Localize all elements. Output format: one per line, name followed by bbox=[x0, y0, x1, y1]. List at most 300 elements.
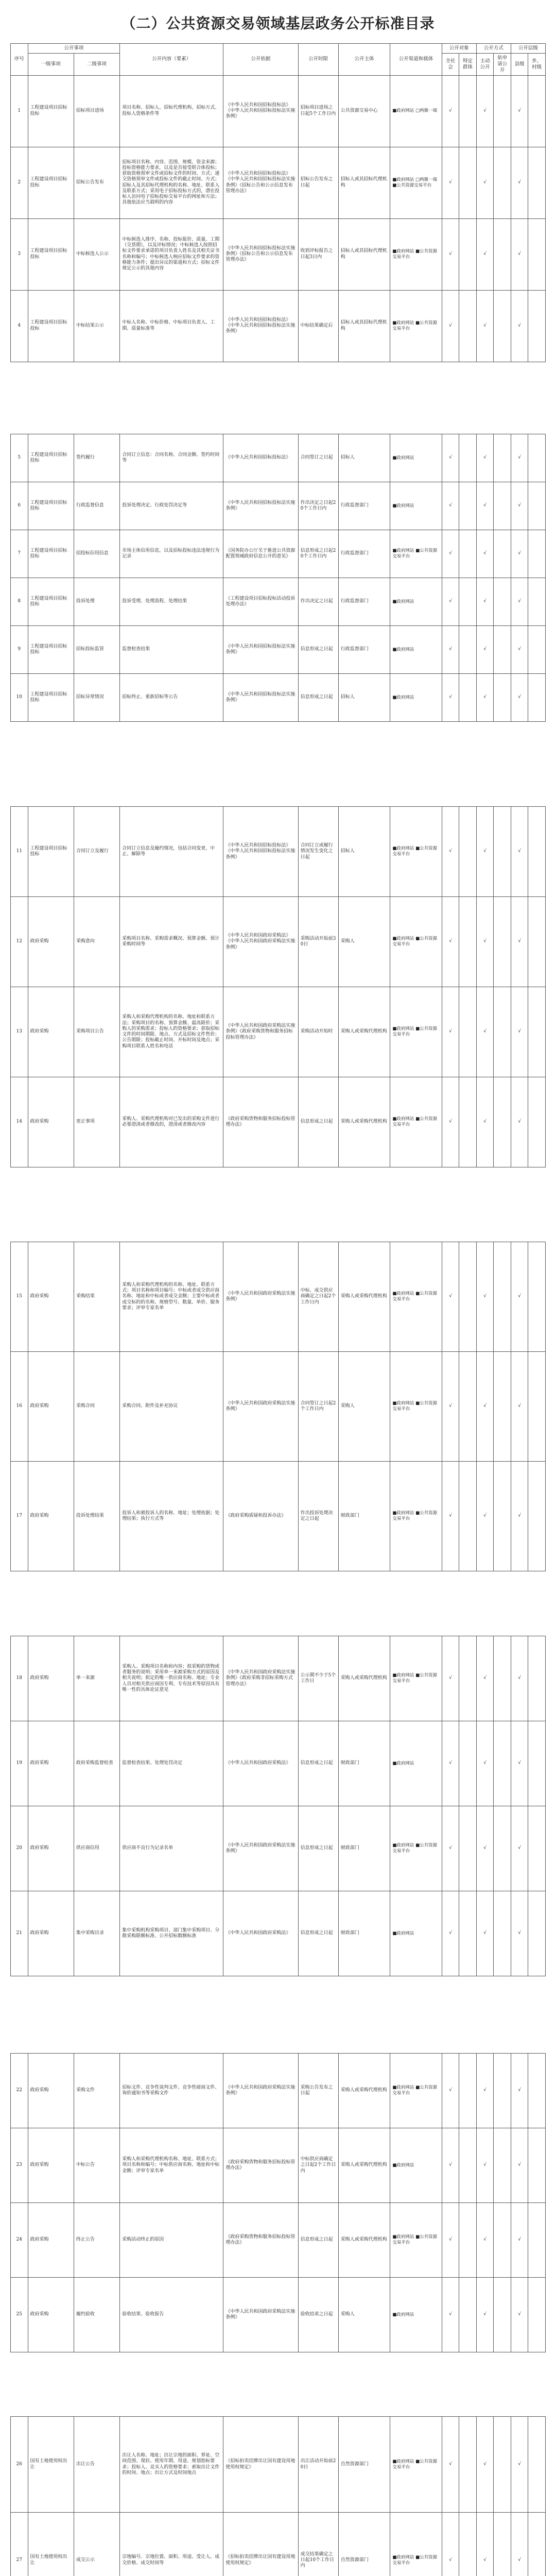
row-check-4: √ bbox=[511, 1077, 528, 1167]
row-dept: 采购人或采购代理机构 bbox=[338, 1077, 390, 1167]
row-check-3 bbox=[494, 2054, 511, 2128]
row-check-1 bbox=[459, 897, 477, 987]
row-check-1 bbox=[459, 626, 477, 674]
row-check-5 bbox=[528, 626, 546, 674]
row-level2: 成交公示 bbox=[74, 2513, 119, 2576]
header-level1: 一级事项 bbox=[28, 53, 74, 75]
row-content: 验收结果、验收报告 bbox=[120, 2278, 223, 2352]
row-content: 采购人和采购代理机构的名称、地址和联系方法；采购项目的名称、预算金额、最高限价；采购人的采购需求；投标人的资格要求；获取招标文件的时间期限、地点、方式及招标文件售价；公告期限；投标截止时间、开标时间及地点；采购项目联系人姓名和电话 bbox=[120, 987, 223, 1077]
row-time: 采购活动开始时 bbox=[298, 987, 338, 1077]
row-check-4: √ bbox=[511, 1806, 528, 1891]
row-channel: ■政府网站 ■公共资源交易平台 bbox=[390, 1352, 442, 1462]
row-check-1 bbox=[459, 1636, 477, 1721]
row-seq: 8 bbox=[11, 578, 28, 626]
header-group-subject: 公开对象 bbox=[442, 44, 476, 54]
header-time: 公开时限 bbox=[298, 44, 338, 76]
row-check-2: √ bbox=[476, 2278, 494, 2352]
header-all_society: 全社会 bbox=[442, 53, 459, 75]
row-check-3 bbox=[494, 75, 511, 147]
row-check-1 bbox=[459, 1352, 477, 1462]
row-basis: 《中华人民共和国招标投标法实施条例》 bbox=[223, 626, 298, 674]
row-check-1 bbox=[459, 807, 477, 897]
row-check-2: √ bbox=[476, 1806, 494, 1891]
row-check-5 bbox=[528, 1077, 546, 1167]
row-check-2: √ bbox=[476, 807, 494, 897]
row-dept: 行政监督部门 bbox=[338, 482, 390, 530]
row-time: 收到评标报告之日起3日内 bbox=[298, 218, 338, 290]
row-content: 投诉人和被投诉人的名称、地址；处理依据；处理结果；执行方式等 bbox=[120, 1462, 223, 1571]
row-check-2: √ bbox=[476, 2417, 494, 2513]
header-content: 公开内容（要素） bbox=[120, 44, 223, 76]
row-level2: 单一来源 bbox=[74, 1636, 119, 1721]
row-seq: 9 bbox=[11, 626, 28, 674]
row-check-0: √ bbox=[442, 530, 459, 578]
row-check-0: √ bbox=[442, 807, 459, 897]
row-check-0: √ bbox=[442, 147, 459, 218]
row-seq: 10 bbox=[11, 674, 28, 722]
row-level1: 工程建设项目招标投标 bbox=[28, 290, 74, 362]
row-time: 中标结果确定后 bbox=[298, 290, 338, 362]
row-time: 信息形成之日起20个工作日内 bbox=[298, 530, 338, 578]
row-check-1 bbox=[459, 2278, 477, 2352]
row-basis: 《中华人民共和国政府采购法》 bbox=[223, 1721, 298, 1806]
row-check-4: √ bbox=[511, 434, 528, 482]
row-check-4: √ bbox=[511, 2417, 528, 2513]
row-channel: ■政府网站 ■公共资源交易平台 bbox=[390, 897, 442, 987]
row-check-3 bbox=[494, 2278, 511, 2352]
row-level2: 采购意向 bbox=[74, 897, 119, 987]
row-check-1 bbox=[459, 2128, 477, 2203]
table-row bbox=[11, 1891, 546, 1976]
row-check-5 bbox=[528, 1242, 546, 1352]
table-row bbox=[11, 1636, 546, 1721]
row-check-2: √ bbox=[476, 2203, 494, 2278]
row-check-2: √ bbox=[476, 1721, 494, 1806]
row-dept: 采购人或采购代理机构 bbox=[338, 1636, 390, 1721]
row-level1: 工程建设项目招标投标 bbox=[28, 75, 74, 147]
row-dept: 采购人或采购代理机构 bbox=[338, 2128, 390, 2203]
row-check-3 bbox=[494, 807, 511, 897]
row-channel: ■政府网站 ■公共资源交易平台 bbox=[390, 2203, 442, 2278]
row-basis: 《中华人民共和国政府采购法实施条例》 bbox=[223, 2054, 298, 2128]
table-row bbox=[11, 2203, 546, 2278]
row-level1: 政府采购 bbox=[28, 1636, 74, 1721]
table-page-2 bbox=[10, 434, 546, 722]
header-seq: 序号 bbox=[11, 44, 28, 76]
row-check-1 bbox=[459, 987, 477, 1077]
row-check-5 bbox=[528, 147, 546, 218]
row-check-2: √ bbox=[476, 147, 494, 218]
row-check-3 bbox=[494, 218, 511, 290]
row-content: 投诉受理、处理流程、处理结果 bbox=[120, 578, 223, 626]
catalog-table bbox=[10, 2416, 546, 2576]
row-seq: 15 bbox=[11, 1242, 28, 1352]
row-time: 信息形成之日起 bbox=[298, 674, 338, 722]
row-level1: 政府采购 bbox=[28, 2054, 74, 2128]
row-check-4: √ bbox=[511, 2128, 528, 2203]
row-content: 合同订立信息及履约情况，包括合同变更、中止、解除等 bbox=[120, 807, 223, 897]
row-channel: ■政府网站 ■公共资源交易平台 bbox=[390, 2417, 442, 2513]
row-check-3 bbox=[494, 674, 511, 722]
row-check-0: √ bbox=[442, 2417, 459, 2513]
row-dept: 采购人或采购代理机构 bbox=[338, 2203, 390, 2278]
row-level1: 政府采购 bbox=[28, 1721, 74, 1806]
row-check-3 bbox=[494, 1352, 511, 1462]
row-content: 市场主体信用信息，以及招标投标违法违规行为记录 bbox=[120, 530, 223, 578]
row-check-3 bbox=[494, 530, 511, 578]
row-check-3 bbox=[494, 626, 511, 674]
row-dept: 财政部门 bbox=[338, 1721, 390, 1806]
row-time: 信息形成之日起 bbox=[298, 1721, 338, 1806]
header-town: 乡、村级 bbox=[528, 53, 546, 75]
row-check-4: √ bbox=[511, 674, 528, 722]
row-check-0: √ bbox=[442, 1806, 459, 1891]
catalog-table bbox=[10, 43, 546, 362]
row-channel: ■政府网站 ■公共资源交易平台 bbox=[390, 2513, 442, 2576]
row-check-4: √ bbox=[511, 75, 528, 147]
row-level2: 招标公告发布 bbox=[74, 147, 119, 218]
row-level1: 政府采购 bbox=[28, 1462, 74, 1571]
row-check-2: √ bbox=[476, 1636, 494, 1721]
row-check-1 bbox=[459, 1891, 477, 1976]
row-level2: 出让公告 bbox=[74, 2417, 119, 2513]
row-basis: 《国务院办公厅关于推进公共资源配置领域政府信息公开的意见》 bbox=[223, 530, 298, 578]
row-content: 采购人、采购项目名称和内容；拟采购的货物或者服务的说明；采用单一来源采购方式的原因及相关说明；拟定的唯一供应商名称、地址；专业人员对相关供应商因专利、专有技术等原因具有唯一性的具体论证意见 bbox=[120, 1636, 223, 1721]
row-dept: 招标人 bbox=[338, 434, 390, 482]
row-basis: 《中华人民共和国招标投标法实施条例》 bbox=[223, 482, 298, 530]
row-time: 合同签订之日起 bbox=[298, 434, 338, 482]
row-time: 合同订立或履行情况发生变化之日起 bbox=[298, 807, 338, 897]
row-check-5 bbox=[528, 434, 546, 482]
row-dept: 行政监督部门 bbox=[338, 578, 390, 626]
row-dept: 招标人 bbox=[338, 674, 390, 722]
row-seq: 26 bbox=[11, 2417, 28, 2513]
table-page-5 bbox=[10, 1636, 546, 1976]
row-level2: 终止公告 bbox=[74, 2203, 119, 2278]
row-seq: 1 bbox=[11, 75, 28, 147]
table-row bbox=[11, 147, 546, 218]
row-basis: 《中华人民共和国招标投标法》《中华人民共和国招标投标法实施条例》 bbox=[223, 807, 298, 897]
row-level1: 政府采购 bbox=[28, 2128, 74, 2203]
row-check-3 bbox=[494, 987, 511, 1077]
row-time: 信息形成之日起 bbox=[298, 1077, 338, 1167]
header-channel: 公开渠道和载体 bbox=[390, 44, 442, 76]
row-check-1 bbox=[459, 218, 477, 290]
header-group-item: 公开事项 bbox=[28, 44, 120, 54]
row-seq: 17 bbox=[11, 1462, 28, 1571]
row-check-4: √ bbox=[511, 2054, 528, 2128]
header-basis: 公开依据 bbox=[223, 44, 298, 76]
row-time: 采购活动开始前30日 bbox=[298, 897, 338, 987]
row-seq: 5 bbox=[11, 434, 28, 482]
header-level2: 二级事项 bbox=[74, 53, 119, 75]
row-check-2: √ bbox=[476, 530, 494, 578]
row-check-5 bbox=[528, 2128, 546, 2203]
row-level1: 政府采购 bbox=[28, 1352, 74, 1462]
row-check-5 bbox=[528, 218, 546, 290]
row-check-1 bbox=[459, 2513, 477, 2576]
header-active: 主动公开 bbox=[476, 53, 494, 75]
row-content: 投诉处理决定、行政处罚决定等 bbox=[120, 482, 223, 530]
row-check-0: √ bbox=[442, 626, 459, 674]
row-check-5 bbox=[528, 482, 546, 530]
row-dept: 招标人或其招标代理机构 bbox=[338, 147, 390, 218]
row-check-0: √ bbox=[442, 987, 459, 1077]
row-level1: 政府采购 bbox=[28, 897, 74, 987]
row-channel: ■政府网站 ■公共资源交易平台 bbox=[390, 2054, 442, 2128]
row-seq: 23 bbox=[11, 2128, 28, 2203]
row-seq: 27 bbox=[11, 2513, 28, 2576]
table-row bbox=[11, 482, 546, 530]
row-level2: 政府采购监督检查 bbox=[74, 1721, 119, 1806]
row-channel: ■政府网站 ■公共资源交易平台 bbox=[390, 218, 442, 290]
row-check-4: √ bbox=[511, 290, 528, 362]
row-time: 作出决定之日起 bbox=[298, 578, 338, 626]
row-check-1 bbox=[459, 2203, 477, 2278]
row-check-0: √ bbox=[442, 1891, 459, 1976]
catalog-table bbox=[10, 2053, 546, 2352]
row-seq: 18 bbox=[11, 1636, 28, 1721]
row-check-1 bbox=[459, 578, 477, 626]
row-check-3 bbox=[494, 578, 511, 626]
row-content: 招标项目名称、内容、范围、规模、资金来源；投标资格能力要求，以及是否接受联合体投标；获取资格预审文件或招标文件的时间、方式；递交资格预审文件或投标文件的截止时间、方式；招标人及其招标代理机构的名称、地址、联系人及联系方式；采用电子招标投标方式的，潜在投标人访问电子招标投标交易平台的网址和方法；其他依法应当载明的内容 bbox=[120, 147, 223, 218]
row-check-2: √ bbox=[476, 290, 494, 362]
row-check-5 bbox=[528, 1636, 546, 1721]
row-channel: ■政府网站 □两微一端 bbox=[390, 75, 442, 147]
row-dept: 采购人或采购代理机构 bbox=[338, 2054, 390, 2128]
row-level2: 合同订立及履行 bbox=[74, 807, 119, 897]
row-basis: 《中华人民共和国政府采购法实施条例》《政府采购货物和服务招标投标管理办法》 bbox=[223, 987, 298, 1077]
row-check-4: √ bbox=[511, 578, 528, 626]
row-time: 作出投诉处理决定之日起 bbox=[298, 1462, 338, 1571]
row-check-5 bbox=[528, 2203, 546, 2278]
row-check-3 bbox=[494, 147, 511, 218]
row-check-1 bbox=[459, 2417, 477, 2513]
page-title: （二）公共资源交易领域基层政务公开标准目录 bbox=[121, 15, 435, 32]
row-check-3 bbox=[494, 2128, 511, 2203]
row-check-4: √ bbox=[511, 2203, 528, 2278]
row-check-5 bbox=[528, 578, 546, 626]
row-seq: 7 bbox=[11, 530, 28, 578]
row-check-1 bbox=[459, 2054, 477, 2128]
row-check-4: √ bbox=[511, 1891, 528, 1976]
header-group-level: 公开层级 bbox=[511, 44, 545, 54]
row-time: 成交结果确定之日起10个工作日内 bbox=[298, 2513, 338, 2576]
row-channel: ■政府网站 ■公共资源交易平台 bbox=[390, 987, 442, 1077]
row-content: 采购人和采购代理机构的名称、地址、联系方式；项目名称和项目编号；中标或者成交供应商名称、地址和中标或者成交金额；主要中标或者成交标的的名称、规格型号、数量、单价、服务要求；评审专家名单 bbox=[120, 1242, 223, 1352]
row-time: 验收结束之日起 bbox=[298, 2278, 338, 2352]
row-channel: ■政府网站 ■公共资源交易平台 bbox=[390, 1462, 442, 1571]
row-dept: 公共资源交易中心 bbox=[338, 75, 390, 147]
row-seq: 24 bbox=[11, 2203, 28, 2278]
row-seq: 21 bbox=[11, 1891, 28, 1976]
row-check-5 bbox=[528, 807, 546, 897]
row-level1: 工程建设项目招标投标 bbox=[28, 530, 74, 578]
row-seq: 20 bbox=[11, 1806, 28, 1891]
row-level2: 采购项目公告 bbox=[74, 987, 119, 1077]
row-check-5 bbox=[528, 2513, 546, 2576]
row-check-5 bbox=[528, 1806, 546, 1891]
row-check-5 bbox=[528, 674, 546, 722]
row-seq: 25 bbox=[11, 2278, 28, 2352]
table-row bbox=[11, 1352, 546, 1462]
row-check-5 bbox=[528, 290, 546, 362]
row-content: 合同订立信息：合同名称、合同金额、签约时间等 bbox=[120, 434, 223, 482]
row-channel: ■政府网站 bbox=[390, 1721, 442, 1806]
row-level1: 工程建设项目招标投标 bbox=[28, 626, 74, 674]
row-basis: 《中华人民共和国招标投标法》《中华人民共和国招标投标法实施条例》《招标公告和公示信息发布管理办法》 bbox=[223, 147, 298, 218]
row-check-3 bbox=[494, 1462, 511, 1571]
row-dept: 自然资源部门 bbox=[338, 2513, 390, 2576]
row-check-3 bbox=[494, 434, 511, 482]
row-seq: 11 bbox=[11, 807, 28, 897]
row-content: 中标候选人排序、名称、投标报价、质量、工期（交货期），以及评标情况；中标候选人按照招标文件要求承诺的项目负责人姓名及其相关证书名称和编号；中标候选人响应招标文件要求的资格能力条件；提出异议的渠道和方式；招标文件规定公示的其他内容 bbox=[120, 218, 223, 290]
row-time: 招标项目进场之日起5个工作日内 bbox=[298, 75, 338, 147]
row-check-1 bbox=[459, 1806, 477, 1891]
row-check-4: √ bbox=[511, 1721, 528, 1806]
row-level2: 履约验收 bbox=[74, 2278, 119, 2352]
table-row bbox=[11, 1077, 546, 1167]
row-seq: 13 bbox=[11, 987, 28, 1077]
table-row bbox=[11, 897, 546, 987]
row-channel: ■政府网站 □两微一端 ■公共资源交易平台 bbox=[390, 147, 442, 218]
row-check-3 bbox=[494, 482, 511, 530]
table-row bbox=[11, 2128, 546, 2203]
table-page-1 bbox=[10, 43, 546, 362]
row-check-0: √ bbox=[442, 1636, 459, 1721]
table-row bbox=[11, 2054, 546, 2128]
row-check-4: √ bbox=[511, 1462, 528, 1571]
row-level1: 政府采购 bbox=[28, 1242, 74, 1352]
table-row bbox=[11, 674, 546, 722]
row-check-4: √ bbox=[511, 1352, 528, 1462]
row-level2: 行政监督信息 bbox=[74, 482, 119, 530]
row-level1: 政府采购 bbox=[28, 2203, 74, 2278]
row-time: 信息形成之日起 bbox=[298, 2203, 338, 2278]
header-specific: 特定群体 bbox=[459, 53, 477, 75]
row-check-2: √ bbox=[476, 1077, 494, 1167]
row-time: 公示期不少于5个工作日 bbox=[298, 1636, 338, 1721]
row-check-3 bbox=[494, 1242, 511, 1352]
row-channel: ■政府网站 bbox=[390, 2278, 442, 2352]
row-level2: 采购结果 bbox=[74, 1242, 119, 1352]
row-check-3 bbox=[494, 290, 511, 362]
row-level1: 国有土地使用权出让 bbox=[28, 2417, 74, 2513]
row-check-4: √ bbox=[511, 482, 528, 530]
row-basis: 《中华人民共和国政府采购法实施条例》 bbox=[223, 1806, 298, 1891]
row-content: 采购活动终止的原因 bbox=[120, 2203, 223, 2278]
row-check-0: √ bbox=[442, 897, 459, 987]
row-dept: 采购人或采购代理机构 bbox=[338, 1242, 390, 1352]
row-check-0: √ bbox=[442, 2278, 459, 2352]
row-check-5 bbox=[528, 2278, 546, 2352]
table-row bbox=[11, 75, 546, 147]
row-dept: 采购人或采购代理机构 bbox=[338, 987, 390, 1077]
row-basis: 《中华人民共和国政府采购法》 bbox=[223, 1891, 298, 1976]
row-level2: 招标项目进场 bbox=[74, 75, 119, 147]
row-check-1 bbox=[459, 147, 477, 218]
row-level2: 招投标信用信息 bbox=[74, 530, 119, 578]
header-apply: 依申请公开 bbox=[494, 53, 511, 75]
row-basis: 《中华人民共和国政府采购法实施条例》 bbox=[223, 1352, 298, 1462]
row-content: 集中采购机构采购项目、部门集中采购项目、分散采购限额标准、公开招标数额标准 bbox=[120, 1891, 223, 1976]
row-dept: 行政监督部门 bbox=[338, 530, 390, 578]
row-check-1 bbox=[459, 1077, 477, 1167]
row-dept: 采购人 bbox=[338, 897, 390, 987]
row-check-0: √ bbox=[442, 434, 459, 482]
row-channel: ■政府网站 ■公共资源交易平台 bbox=[390, 1806, 442, 1891]
row-check-0: √ bbox=[442, 1077, 459, 1167]
row-level1: 政府采购 bbox=[28, 1891, 74, 1976]
row-content: 采购合同、附件及补充协议 bbox=[120, 1352, 223, 1462]
row-check-3 bbox=[494, 1891, 511, 1976]
row-channel: ■政府网站 ■公共资源交易平台 bbox=[390, 530, 442, 578]
row-basis: 《工程建设项目招标投标活动投诉处理办法》 bbox=[223, 578, 298, 626]
catalog-table bbox=[10, 1242, 546, 1571]
row-check-2: √ bbox=[476, 2054, 494, 2128]
row-content: 招标文件、竞争性谈判文件、竞争性磋商文件、询价通知书等采购文件 bbox=[120, 2054, 223, 2128]
row-level1: 政府采购 bbox=[28, 987, 74, 1077]
row-content: 采购项目名称、采购需求概况、预算金额、预计采购时间等 bbox=[120, 897, 223, 987]
table-page-7 bbox=[10, 2416, 546, 2576]
row-check-2: √ bbox=[476, 987, 494, 1077]
row-level1: 工程建设项目招标投标 bbox=[28, 674, 74, 722]
row-channel: ■政府网站 ■公共资源交易平台 bbox=[390, 290, 442, 362]
row-level1: 政府采购 bbox=[28, 1077, 74, 1167]
row-check-3 bbox=[494, 1636, 511, 1721]
row-check-3 bbox=[494, 897, 511, 987]
header-county: 县级 bbox=[511, 53, 528, 75]
row-check-5 bbox=[528, 1891, 546, 1976]
row-level1: 工程建设项目招标投标 bbox=[28, 434, 74, 482]
row-dept: 行政监督部门 bbox=[338, 626, 390, 674]
row-check-5 bbox=[528, 75, 546, 147]
row-content: 宗地编号、宗地位置、面积、用途、受让人、成交价格、成交时间等 bbox=[120, 2513, 223, 2576]
table-row bbox=[11, 530, 546, 578]
row-level1: 工程建设项目招标投标 bbox=[28, 482, 74, 530]
row-channel: ■政府网站 bbox=[390, 626, 442, 674]
table-row bbox=[11, 1462, 546, 1571]
row-check-1 bbox=[459, 482, 477, 530]
row-check-4: √ bbox=[511, 807, 528, 897]
row-level1: 政府采购 bbox=[28, 1806, 74, 1891]
row-check-2: √ bbox=[476, 897, 494, 987]
row-dept: 招标人或其招标代理机构 bbox=[338, 290, 390, 362]
row-channel: ■政府网站 bbox=[390, 1891, 442, 1976]
row-check-4: √ bbox=[511, 2513, 528, 2576]
row-channel: ■政府网站 bbox=[390, 578, 442, 626]
row-check-0: √ bbox=[442, 218, 459, 290]
row-level2: 采购文件 bbox=[74, 2054, 119, 2128]
row-level1: 国有土地使用权出让 bbox=[28, 2513, 74, 2576]
row-basis: 《中华人民共和国政府采购法》《中华人民共和国政府采购法实施条例》 bbox=[223, 897, 298, 987]
row-dept: 自然资源部门 bbox=[338, 2417, 390, 2513]
row-time: 采购公告发布之日起 bbox=[298, 2054, 338, 2128]
row-check-2: √ bbox=[476, 578, 494, 626]
row-content: 监督检查结果 bbox=[120, 626, 223, 674]
row-check-5 bbox=[528, 1352, 546, 1462]
table-row bbox=[11, 987, 546, 1077]
row-channel: ■政府网站 bbox=[390, 2128, 442, 2203]
table-row bbox=[11, 1721, 546, 1806]
row-check-0: √ bbox=[442, 2513, 459, 2576]
row-check-1 bbox=[459, 1721, 477, 1806]
row-seq: 19 bbox=[11, 1721, 28, 1806]
row-check-0: √ bbox=[442, 2054, 459, 2128]
row-level2: 中标结果公示 bbox=[74, 290, 119, 362]
row-time: 合同签订之日起2个工作日内 bbox=[298, 1352, 338, 1462]
row-content: 供应商不良行为记录名单 bbox=[120, 1806, 223, 1891]
